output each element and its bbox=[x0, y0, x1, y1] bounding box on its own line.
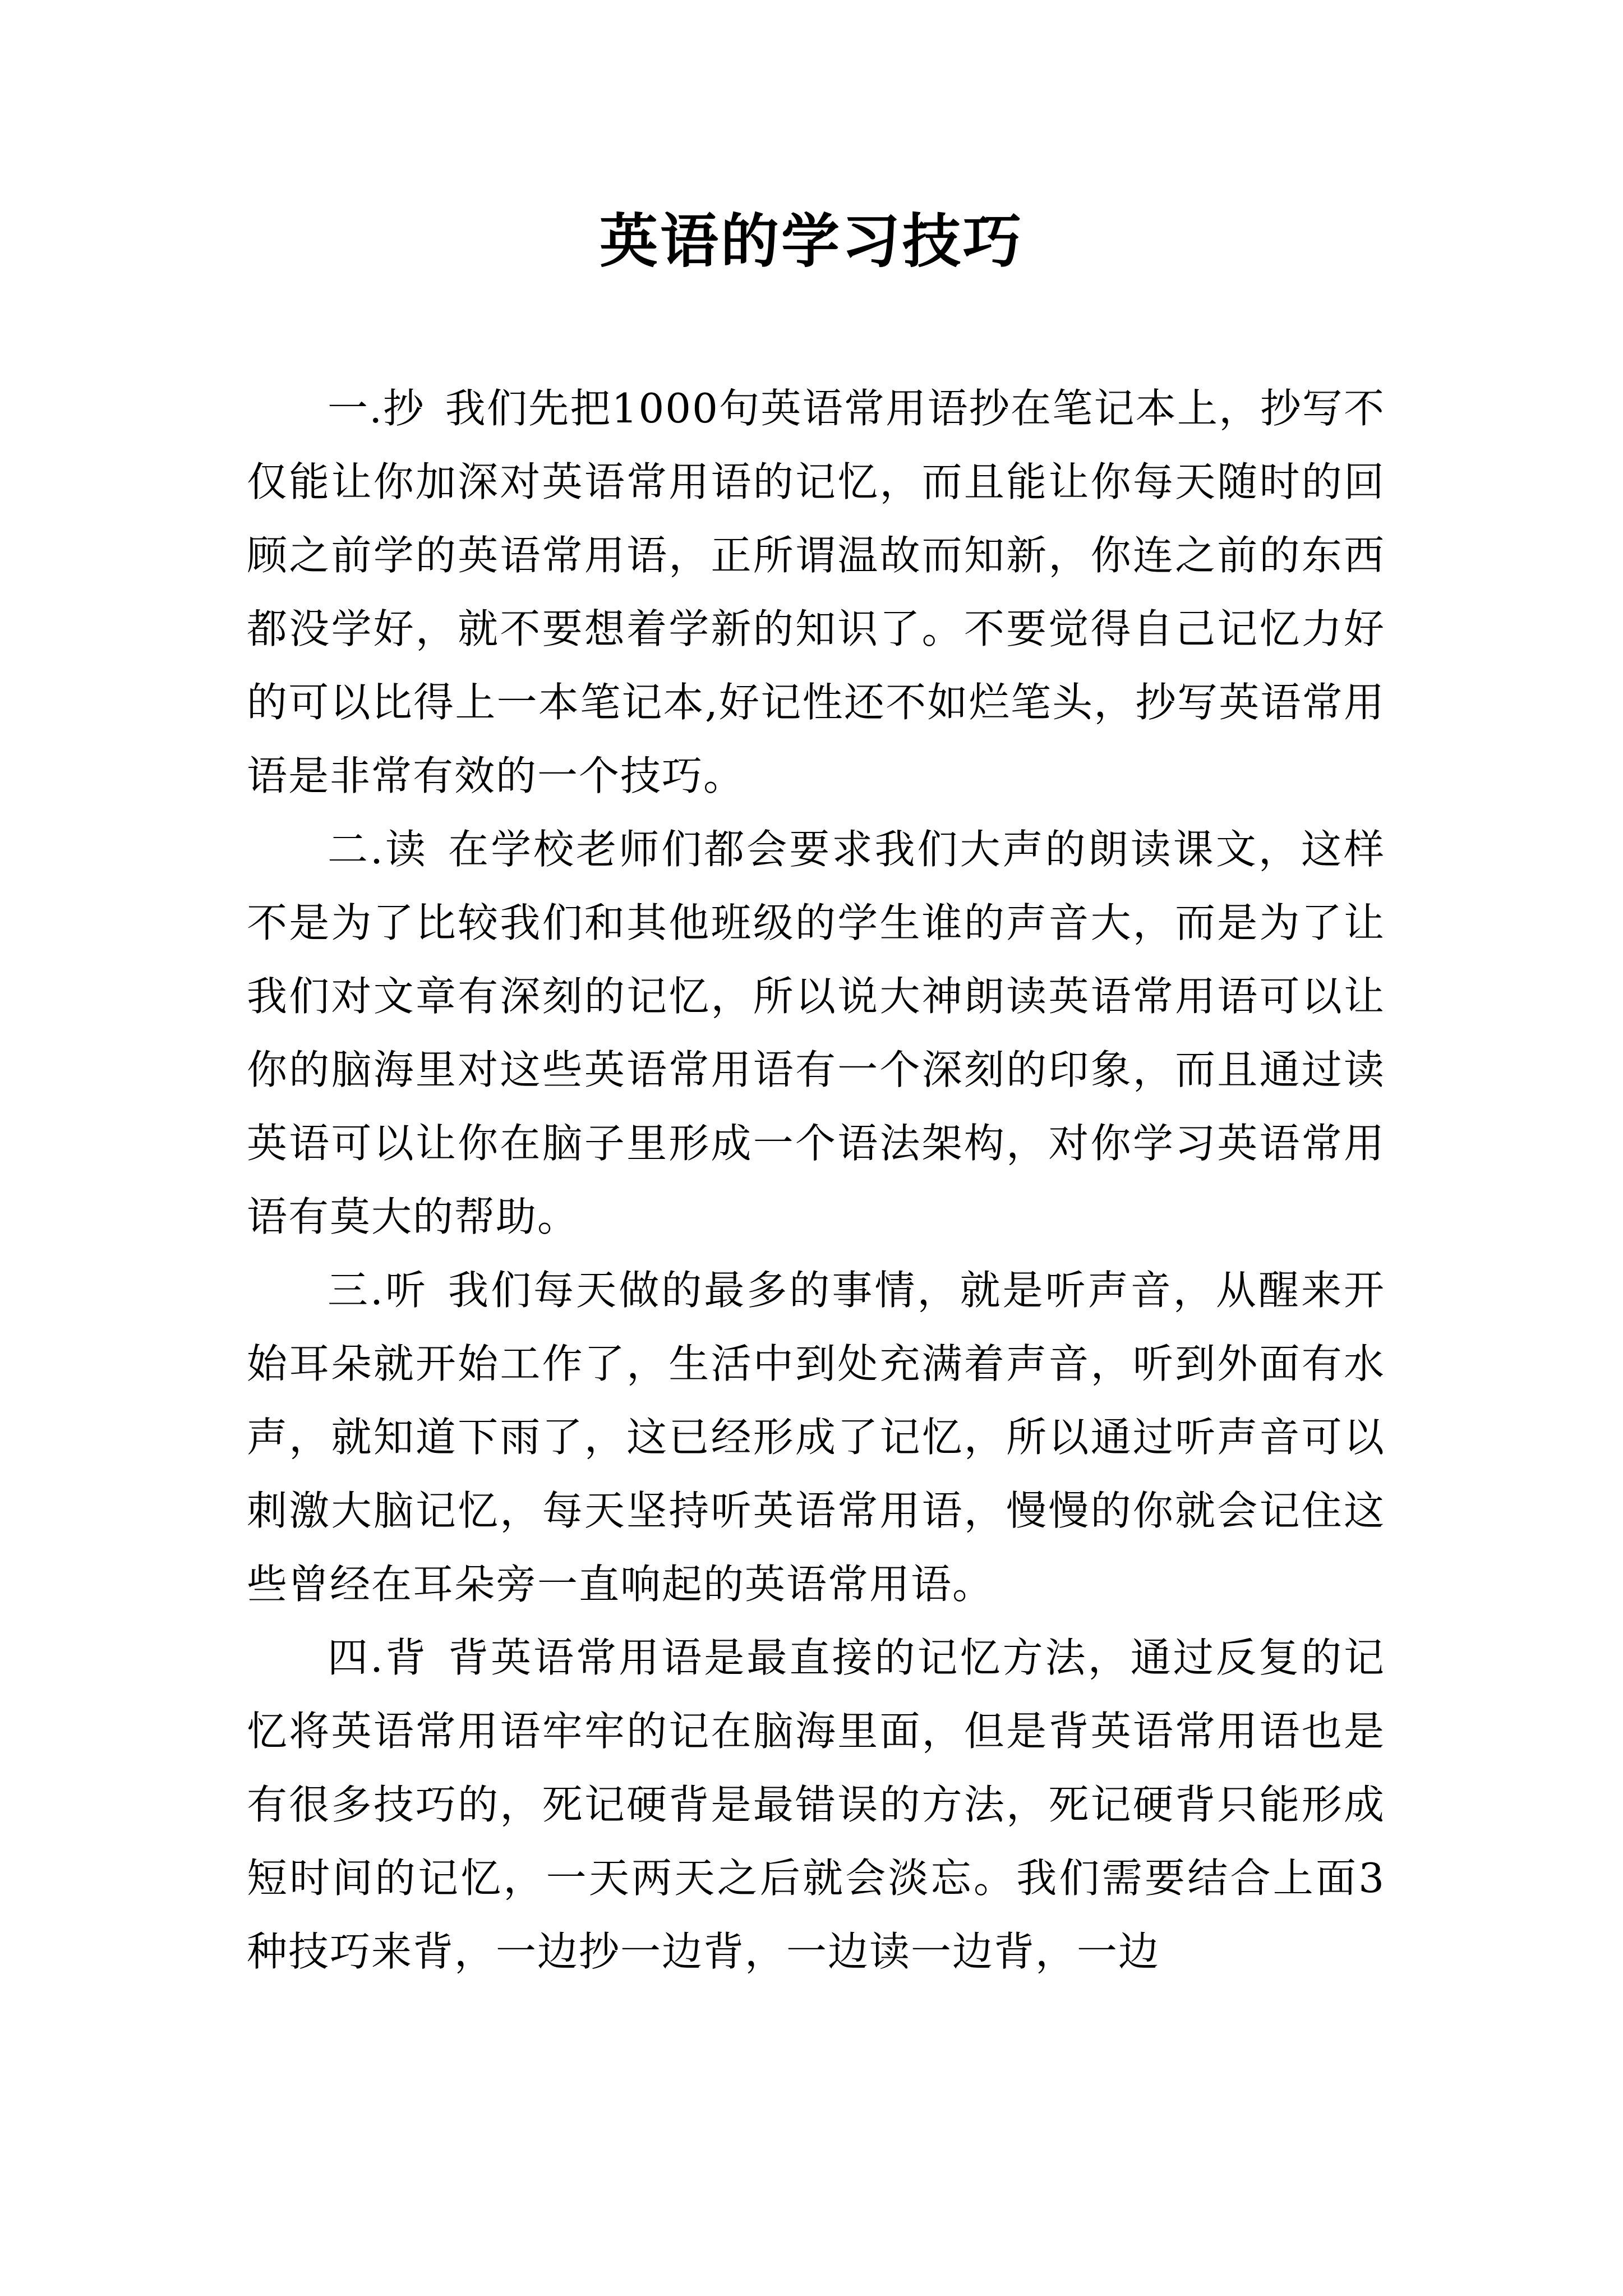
document-title: 英语的学习技巧 bbox=[599, 206, 1023, 275]
paragraph-ting bbox=[247, 1254, 1385, 1621]
paragraph-bei bbox=[247, 1621, 1385, 1989]
paragraph-text: 我们每天做的最多的事情，就是听声音，从醒来开始耳朵就开始工作了，生活中到处充满着声音，听到外面有水声，就知道下雨了，这已经形成了记忆，所以通过听声音可以刺激大脑记忆，每天坚持听英语常用语，慢慢的你就会记住这些曾经在耳朵旁一直响起的英语常用语。 bbox=[247, 1267, 1385, 1608]
paragraph-label: 三.听 bbox=[328, 1267, 428, 1314]
paragraph-du bbox=[247, 813, 1385, 1254]
document-body bbox=[247, 372, 1385, 1989]
paragraph-text: 背英语常用语是最直接的记忆方法，通过反复的记忆将英语常用语牢牢的记在脑海里面，但是背英语常用语也是有很多技巧的，死记硬背是最错误的方法，死记硬背只能形成短时间的记忆，一天两天之后就会淡忘。我们需要结合上面3种技巧来背，一边抄一边背，一边读一边背，一边 bbox=[247, 1634, 1385, 1975]
paragraph-chao bbox=[247, 372, 1385, 813]
paragraph-label: 一.抄 bbox=[328, 385, 425, 432]
paragraph-text: 在学校老师们都会要求我们大声的朗读课文，这样不是为了比较我们和其他班级的学生谁的声音大，而是为了让我们对文章有深刻的记忆，所以说大神朗读英语常用语可以让你的脑海里对这些英语常用语有一个深刻的印象，而且通过读英语可以让你在脑子里形成一个语法架构，对你学习英语常用语有莫大的帮助。 bbox=[247, 826, 1385, 1240]
paragraph-text: 我们先把1000句英语常用语抄在笔记本上，抄写不仅能让你加深对英语常用语的记忆，而且能让你每天随时的回顾之前学的英语常用语，正所谓温故而知新，你连之前的东西都没学好，就不要想着学新的知识了。不要觉得自己记忆力好的可以比得上一本笔记本,好记性还不如烂笔头，抄写英语常用语是非常有效的一个技巧。 bbox=[247, 385, 1385, 799]
paragraph-label: 四.背 bbox=[328, 1634, 428, 1681]
paragraph-label: 二.读 bbox=[328, 826, 428, 873]
